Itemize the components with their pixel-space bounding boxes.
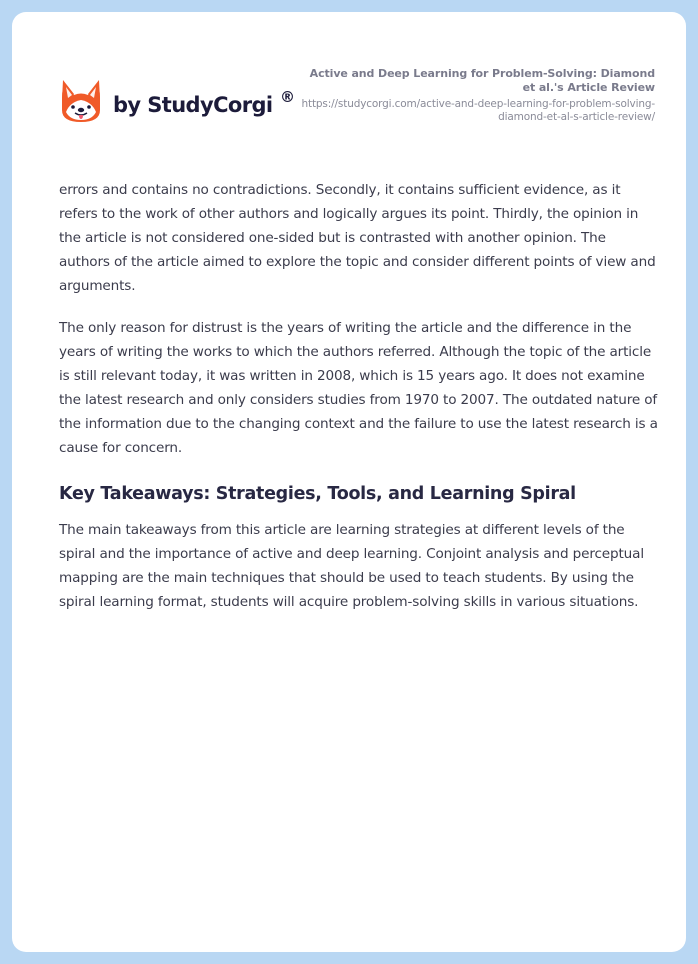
registered-mark: ®	[280, 88, 295, 106]
document-meta	[295, 67, 655, 124]
paragraph: errors and contains no contradictions. Secondly, it contains sufficient evidence, as it refers to the work of other authors and logically argues its point. Thirdly, the opinion in the article is not considered one-sided but is contrasted with another opinion. The authors of the article aimed to explore the topic and consider different points of view and arguments.	[59, 182, 656, 294]
page-header	[12, 12, 686, 152]
corgi-logo-icon	[60, 78, 102, 124]
document-url[interactable]: https://studycorgi.com/active-and-deep-learning-for-problem-solving-diamond-et-al-s-article-review/	[301, 98, 655, 123]
paragraph: The main takeaways from this article are learning strategies at different levels of the spiral and the importance of active and deep learning. Conjoint analysis and perceptual mapping are the main techniques that should be used to teach students. By using the spiral learning format, students will acquire problem-solving skills in various situations.	[59, 522, 644, 610]
article-body	[59, 178, 659, 632]
logo-text: by StudyCorgi	[113, 93, 273, 117]
paragraph: The only reason for distrust is the years of writing the article and the difference in the years of writing the works to which the authors referred. Although the topic of the article is still relevant today, it was written in 2008, which is 15 years ago. It does not examine the latest research and only considers studies from 1970 to 2007. The outdated nature of the information due to the changing context and the failure to use the latest research is a cause for concern.	[59, 320, 658, 456]
studycorgi-logo[interactable]	[60, 76, 295, 126]
document-title: Active and Deep Learning for Problem-Solving: Diamond et al.'s Article Review	[309, 67, 655, 94]
document-page	[12, 12, 686, 952]
section-heading: Key Takeaways: Strategies, Tools, and Learning Spiral	[59, 484, 576, 504]
